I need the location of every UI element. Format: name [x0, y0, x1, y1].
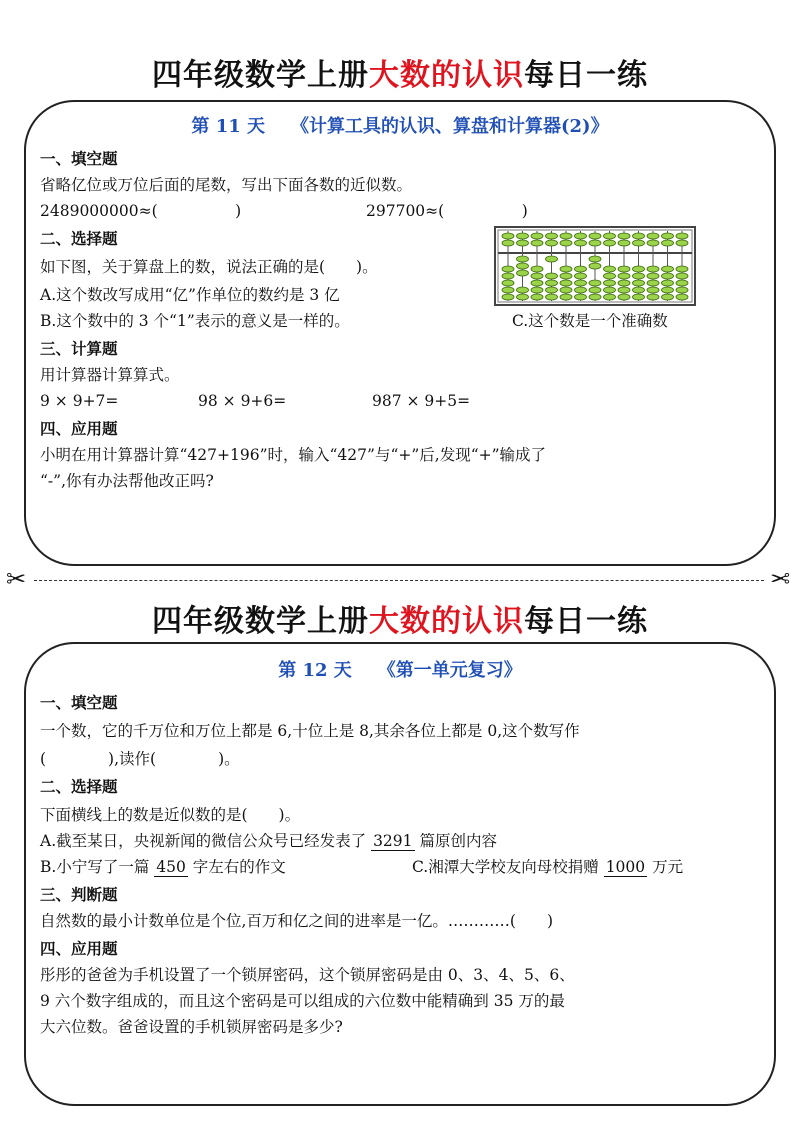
abacus-bead: [531, 273, 543, 279]
day11-s4-line1: 小明在用计算器计算“427+196”时，输入“427”与“+”后,发现“+”输成了: [40, 446, 547, 464]
abacus-icon: [494, 226, 696, 310]
abacus-bead: [676, 280, 688, 286]
day12-s4-line1: 彤彤的爸爸为手机设置了一个锁屏密码，这个锁屏密码是由 0、3、4、5、6、: [40, 966, 575, 984]
title-highlight: 大数的认识: [369, 604, 524, 639]
day12-s2-option-a: A.截至某日，央视新闻的微信公众号已经发表了 3291 篇原创内容: [40, 832, 497, 850]
abacus-bead: [647, 294, 659, 300]
abacus-bead: [647, 240, 659, 246]
abacus-bead: [618, 233, 630, 239]
abacus-bead: [662, 273, 674, 279]
abacus-bead: [531, 287, 543, 293]
abacus-bead: [633, 273, 645, 279]
abacus-bead: [560, 233, 572, 239]
day11-s3-q2: 98 × 9+6=: [198, 392, 287, 410]
day11-s4-title: 四、应用题: [40, 420, 118, 438]
day12-s2-option-b: B.小宁写了一篇 450 字左右的作文: [40, 858, 286, 876]
abacus-bead: [618, 240, 630, 246]
abacus-bead: [676, 233, 688, 239]
abacus-bead: [618, 294, 630, 300]
abacus-bead: [633, 287, 645, 293]
title-highlight: 大数的认识: [369, 58, 524, 93]
abacus-bead: [676, 240, 688, 246]
abacus-bead: [575, 233, 587, 239]
day12-s1-title: 一、填空题: [40, 694, 118, 712]
day11-s3-q1: 9 × 9+7=: [40, 392, 119, 410]
abacus-bead: [604, 240, 616, 246]
abacus-bead: [589, 256, 601, 262]
abacus-bead: [676, 266, 688, 272]
day12-s3-title: 三、判断题: [40, 886, 118, 904]
abacus-bead: [502, 280, 514, 286]
underlined-number: 1000: [605, 858, 646, 876]
abacus-bead: [531, 266, 543, 272]
abacus-bead: [517, 287, 529, 293]
day11-s3-title: 三、计算题: [40, 340, 118, 358]
day11-s2-title: 二、选择题: [40, 230, 118, 248]
abacus-bead: [560, 280, 572, 286]
abacus-bead: [531, 294, 543, 300]
abacus-bead: [546, 287, 558, 293]
abacus-bead: [502, 233, 514, 239]
abacus-bead: [502, 266, 514, 272]
scissors-icon: ✂: [770, 565, 791, 593]
day12-s4-line3: 大六位数。爸爸设置的手机锁屏密码是多少?: [40, 1018, 343, 1036]
abacus-bead: [502, 287, 514, 293]
abacus-bead: [531, 240, 543, 246]
day12-s1-line2: ( ),读作( )。: [40, 750, 240, 768]
underlined-number: 3291: [373, 832, 413, 850]
day11-s3-text: 用计算器计算算式。: [40, 366, 180, 384]
abacus-bead: [662, 233, 674, 239]
abacus-bead: [560, 273, 572, 279]
day12-s4-title: 四、应用题: [40, 940, 118, 958]
abacus-bead: [604, 287, 616, 293]
abacus-bead: [546, 273, 558, 279]
abacus-bead: [546, 256, 558, 262]
abacus-bead: [546, 240, 558, 246]
day11-card: [24, 100, 776, 566]
day12-day: 第 12 天: [278, 660, 352, 681]
day12-s1-line1: 一个数，它的千万位和万位上都是 6,十位上是 8,其余各位上都是 0,这个数写作: [40, 722, 580, 740]
abacus-bead: [676, 287, 688, 293]
page-title: [0, 596, 800, 640]
abacus-bead: [633, 233, 645, 239]
day11-s1-q2: 297700≈( ): [366, 202, 528, 220]
abacus-bead: [604, 233, 616, 239]
abacus-bead: [604, 266, 616, 272]
abacus-bead: [662, 287, 674, 293]
abacus-bead: [647, 280, 659, 286]
abacus-bead: [604, 280, 616, 286]
abacus-bead: [618, 273, 630, 279]
abacus-bead: [647, 266, 659, 272]
abacus-bead: [531, 233, 543, 239]
abacus-bead: [560, 240, 572, 246]
abacus-bead: [502, 273, 514, 279]
abacus-bead: [517, 263, 529, 269]
abacus-bead: [560, 266, 572, 272]
abacus-bead: [589, 263, 601, 269]
abacus-bead: [662, 266, 674, 272]
day12-header: [26, 656, 774, 682]
cut-divider: [34, 580, 764, 581]
abacus-bead: [575, 280, 587, 286]
abacus-bead: [575, 287, 587, 293]
abacus-bead: [502, 294, 514, 300]
abacus-bead: [546, 233, 558, 239]
abacus-bead: [618, 266, 630, 272]
abacus-bead: [560, 287, 572, 293]
abacus-bead: [546, 294, 558, 300]
abacus-bead: [662, 294, 674, 300]
abacus-bead: [633, 266, 645, 272]
day12-s3-text: 自然数的最小计数单位是个位,百万和亿之间的进率是一亿。…………( ): [40, 912, 554, 930]
title-suffix: 每日一练: [524, 58, 648, 93]
abacus-bead: [517, 233, 529, 239]
abacus-bead: [647, 287, 659, 293]
day12-s2-text: 下面横线上的数是近似数的是( )。: [40, 806, 301, 824]
day12-card: [24, 642, 776, 1106]
day12-s2-title: 二、选择题: [40, 778, 118, 796]
day11-s2-text: 如下图，关于算盘上的数，说法正确的是( )。: [40, 258, 378, 276]
title-prefix: 四年级数学上册: [152, 58, 369, 93]
title-prefix: 四年级数学上册: [152, 604, 369, 639]
abacus-bead: [633, 240, 645, 246]
abacus-bead: [647, 233, 659, 239]
day11-topic: 《计算工具的认识、算盘和计算器(2)》: [291, 116, 609, 137]
abacus-bead: [517, 294, 529, 300]
abacus-bead: [662, 280, 674, 286]
day12-topic: 《第一单元复习》: [377, 660, 522, 681]
abacus-bead: [647, 273, 659, 279]
page-title: [0, 50, 800, 94]
title-suffix: 每日一练: [524, 604, 648, 639]
abacus-bead: [546, 280, 558, 286]
abacus-bead: [618, 280, 630, 286]
abacus-bead: [633, 294, 645, 300]
day11-s2-option-b: B.这个数中的 3 个“1”表示的意义是一样的。: [40, 312, 350, 330]
underlined-number: 450: [156, 858, 186, 876]
abacus-bead: [575, 294, 587, 300]
abacus-bead: [676, 294, 688, 300]
abacus-bead: [589, 280, 601, 286]
abacus-bead: [589, 287, 601, 293]
abacus-bead: [662, 240, 674, 246]
abacus-bead: [676, 273, 688, 279]
abacus-bead: [633, 280, 645, 286]
day11-s2-option-a: A.这个数改写成用“亿”作单位的数约是 3 亿: [40, 286, 340, 304]
abacus-bead: [575, 266, 587, 272]
abacus-bead: [531, 280, 543, 286]
day11-s3-q3: 987 × 9+5=: [372, 392, 471, 410]
abacus-bead: [517, 240, 529, 246]
day11-s2-option-c: C.这个数是一个准确数: [512, 312, 668, 330]
abacus-bead: [604, 294, 616, 300]
abacus-bead: [575, 273, 587, 279]
abacus-bead: [604, 273, 616, 279]
day12-s4-line2: 9 六个数字组成的，而且这个密码是可以组成的六位数中能精确到 35 万的最: [40, 992, 565, 1010]
abacus-bead: [517, 270, 529, 276]
abacus-bead: [589, 240, 601, 246]
abacus-bead: [589, 294, 601, 300]
day11-s1-text: 省略亿位或万位后面的尾数，写出下面各数的近似数。: [40, 176, 413, 194]
day11-s1-q1: 2489000000≈( ): [40, 202, 242, 220]
abacus-bead: [502, 240, 514, 246]
scissors-icon: ✂: [6, 565, 27, 593]
day11-s4-line2: “-”,你有办法帮他改正吗?: [40, 472, 214, 490]
day11-header: [26, 112, 774, 138]
day11-s1-title: 一、填空题: [40, 150, 118, 168]
day12-s2-option-c: C.湘潭大学校友向母校捐赠 1000 万元: [412, 858, 684, 876]
abacus-bead: [618, 287, 630, 293]
abacus-bead: [560, 294, 572, 300]
abacus-bead: [575, 240, 587, 246]
abacus-bead: [517, 256, 529, 262]
abacus-bead: [589, 233, 601, 239]
day11-day: 第 11 天: [191, 116, 266, 137]
